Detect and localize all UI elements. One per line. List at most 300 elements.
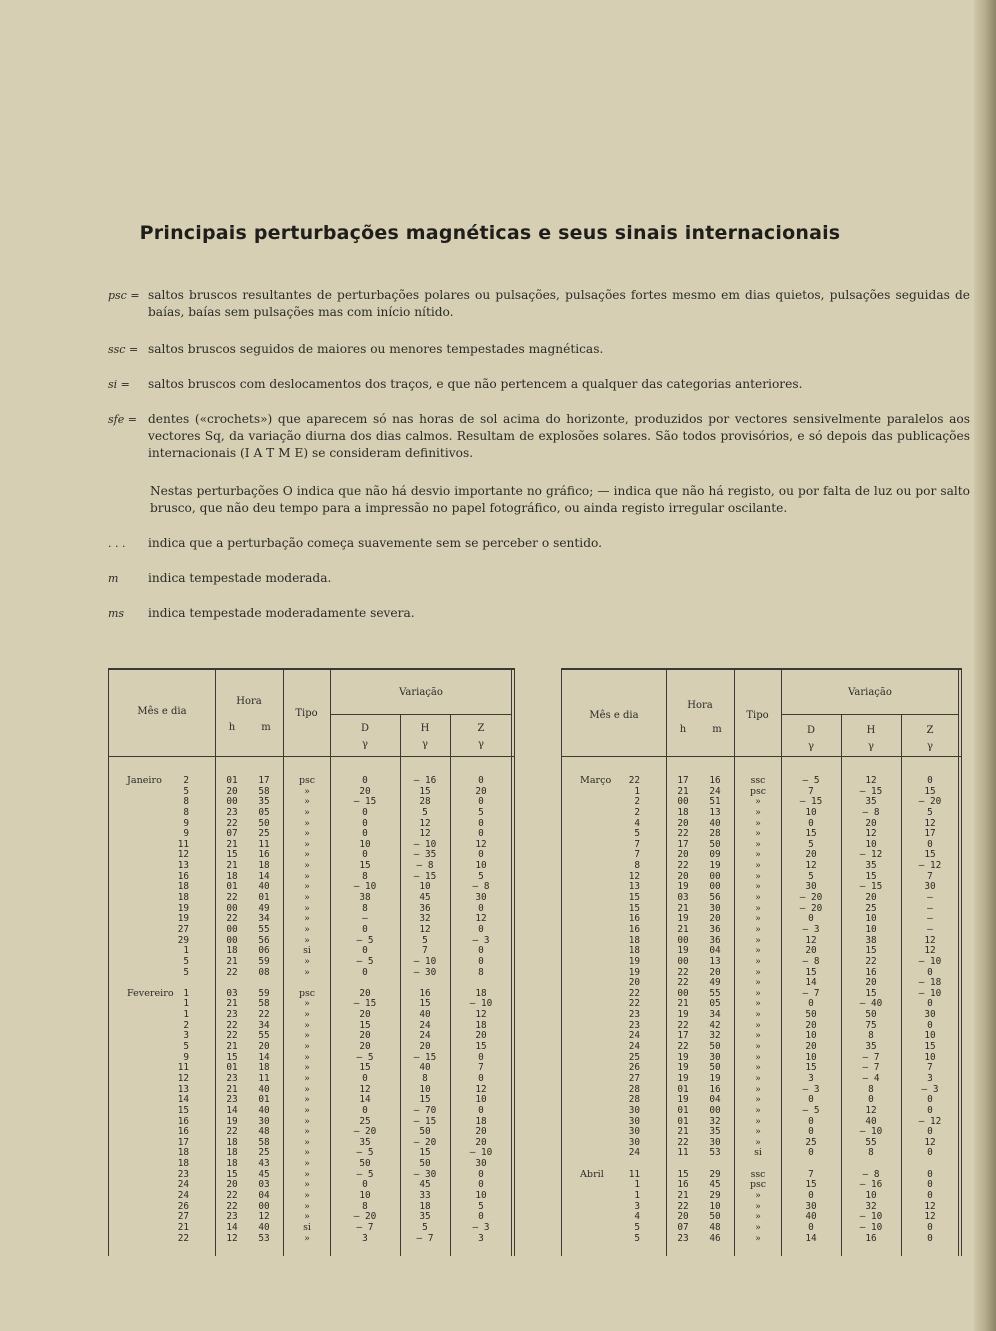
row-d: — 3: [802, 1083, 820, 1095]
row-type: »: [755, 1030, 761, 1042]
row-h: — 7: [416, 1232, 434, 1244]
row-hour: 00: [226, 923, 238, 935]
row-h: 16: [865, 966, 877, 978]
row-minute: 16: [709, 1083, 721, 1095]
row-z: 10: [475, 860, 487, 872]
row-minute: 24: [709, 785, 721, 797]
row-minute: 43: [258, 1158, 270, 1170]
row-hour: 12: [226, 1232, 238, 1244]
row-hour: 21: [226, 838, 238, 850]
row-minute: 58: [258, 998, 270, 1010]
table-row: [109, 1010, 515, 1021]
row-h: 35: [865, 796, 877, 808]
row-minute: 55: [258, 923, 270, 935]
row-h: — 15: [413, 1115, 437, 1127]
row-day: 18: [177, 881, 189, 893]
row-z: 0: [478, 796, 484, 808]
row-z: 12: [924, 945, 936, 957]
table-row: [562, 914, 962, 925]
row-type: »: [304, 828, 310, 840]
row-h: 8: [868, 1147, 874, 1159]
definition-ssc: [108, 341, 970, 358]
row-type: »: [304, 966, 310, 978]
row-z: 0: [478, 849, 484, 861]
row-type: psc: [749, 785, 767, 797]
table-row: [109, 1148, 515, 1159]
row-h: 20: [419, 1041, 431, 1053]
row-hour: 01: [226, 775, 238, 786]
row-minute: 30: [709, 902, 721, 914]
row-minute: 12: [258, 1211, 270, 1223]
row-minute: 00: [258, 1200, 270, 1212]
row-minute: 56: [709, 892, 721, 904]
row-d: 10: [359, 1189, 371, 1201]
row-minute: 16: [258, 849, 270, 861]
row-h: — 16: [859, 1179, 883, 1191]
header-unit-z: γ: [478, 739, 484, 750]
row-type: si: [303, 945, 311, 957]
row-hour: 01: [226, 881, 238, 893]
row-z: 0: [927, 1104, 933, 1116]
row-d: 15: [805, 828, 817, 840]
row-d: 0: [808, 1189, 814, 1201]
row-d: — 15: [353, 998, 377, 1010]
row-d: 10: [359, 838, 371, 850]
row-z: — 10: [469, 1147, 493, 1159]
table-row: [109, 1021, 515, 1032]
row-type: »: [755, 892, 761, 904]
row-d: — 5: [356, 1051, 374, 1063]
row-minute: 36: [709, 934, 721, 946]
row-h: — 8: [862, 1168, 880, 1180]
row-minute: 14: [258, 870, 270, 882]
row-d: 0: [808, 1147, 814, 1159]
definition-sfe: [108, 411, 970, 462]
row-day: 23: [628, 1019, 640, 1031]
row-z: 0: [478, 902, 484, 914]
row-h: — 15: [859, 785, 883, 797]
definition-psc: [108, 287, 970, 321]
row-day: 28: [628, 1083, 640, 1095]
row-minute: 50: [709, 838, 721, 850]
row-minute: 05: [258, 806, 270, 818]
row-minute: 58: [258, 785, 270, 797]
row-type: »: [304, 1094, 310, 1106]
row-minute: 50: [258, 817, 270, 829]
row-day: 1: [183, 998, 189, 1010]
row-z: — 10: [918, 987, 942, 999]
row-minute: 40: [258, 1104, 270, 1116]
row-hour: 19: [226, 1115, 238, 1127]
row-z: 5: [478, 1200, 484, 1212]
row-hour: 19: [677, 1072, 689, 1084]
row-day: 12: [177, 1072, 189, 1084]
row-type: »: [304, 1041, 310, 1053]
row-z: 20: [475, 1030, 487, 1042]
row-h: 15: [865, 945, 877, 957]
row-hour: 18: [226, 1147, 238, 1159]
row-type: »: [304, 860, 310, 872]
table-row: [109, 1234, 515, 1245]
row-z: 0: [927, 1232, 933, 1244]
row-z: 0: [927, 998, 933, 1010]
row-hour: 23: [677, 1232, 689, 1244]
row-d: 0: [362, 1072, 368, 1084]
row-d: 0: [362, 1179, 368, 1191]
row-z: 0: [927, 1189, 933, 1201]
row-month: Abril: [580, 1168, 604, 1180]
row-d: 30: [805, 881, 817, 893]
row-z: 10: [924, 1051, 936, 1063]
row-type: »: [304, 1062, 310, 1074]
row-h: 40: [419, 1009, 431, 1021]
header-hora: Hora: [687, 700, 713, 711]
row-d: 30: [805, 1200, 817, 1212]
row-hour: 18: [226, 945, 238, 957]
row-z: 0: [478, 1051, 484, 1063]
table-row: [109, 1063, 515, 1074]
row-h: — 15: [413, 1051, 437, 1063]
row-type: »: [755, 1051, 761, 1063]
row-z: 12: [924, 934, 936, 946]
row-type: »: [304, 1115, 310, 1127]
row-minute: 36: [709, 923, 721, 935]
row-hour: 23: [226, 1211, 238, 1223]
table-row: [109, 808, 515, 819]
table-row: [562, 978, 962, 989]
row-minute: 29: [709, 1168, 721, 1180]
row-h: 33: [419, 1189, 431, 1201]
header-unit-h: γ: [422, 739, 428, 750]
row-hour: 23: [226, 806, 238, 818]
row-d: 3: [362, 1232, 368, 1244]
table-row: [562, 999, 962, 1010]
row-d: 15: [805, 1179, 817, 1191]
row-minute: 30: [258, 1115, 270, 1127]
row-hour: 15: [226, 849, 238, 861]
table-row: [562, 850, 962, 861]
row-z: 0: [478, 817, 484, 829]
table-right-rows: [562, 776, 962, 1244]
row-minute: 00: [709, 870, 721, 882]
row-d: — 5: [802, 1104, 820, 1116]
row-type: ssc: [750, 775, 766, 786]
row-z: 0: [927, 775, 933, 786]
row-hour: 22: [677, 1136, 689, 1148]
row-day: 25: [628, 1051, 640, 1063]
row-z: 0: [927, 1126, 933, 1138]
row-type: »: [755, 1232, 761, 1244]
row-type: »: [304, 1211, 310, 1223]
table-row: [562, 925, 962, 936]
table-row: [562, 1138, 962, 1149]
legend-suave: [108, 535, 970, 552]
row-minute: 56: [258, 934, 270, 946]
row-day: 5: [634, 1232, 640, 1244]
table-row: [562, 840, 962, 851]
row-minute: 25: [258, 1147, 270, 1159]
row-minute: 50: [709, 1211, 721, 1223]
legend-code: ms: [108, 607, 125, 620]
row-minute: 48: [709, 1221, 721, 1233]
header-z: Z: [926, 725, 934, 736]
row-day: 5: [183, 1041, 189, 1053]
row-day: 9: [183, 828, 189, 840]
row-day: 5: [183, 785, 189, 797]
row-day: 9: [183, 817, 189, 829]
row-minute: 32: [709, 1030, 721, 1042]
row-minute: 08: [258, 966, 270, 978]
row-day: 18: [628, 934, 640, 946]
row-day: 5: [183, 966, 189, 978]
table-row: [562, 1117, 962, 1128]
row-minute: 55: [709, 987, 721, 999]
row-d: 0: [808, 1126, 814, 1138]
row-type: »: [755, 1041, 761, 1053]
row-z: 0: [478, 1211, 484, 1223]
table-row: [562, 1148, 962, 1159]
table-row: [109, 925, 515, 936]
table-row: [562, 946, 962, 957]
table-row: [562, 1223, 962, 1234]
row-hour: 19: [677, 945, 689, 957]
row-type: »: [755, 828, 761, 840]
row-day: 5: [183, 955, 189, 967]
row-z: 12: [475, 1009, 487, 1021]
row-h: — 8: [862, 806, 880, 818]
row-h: 10: [419, 1083, 431, 1095]
row-d: — 15: [799, 796, 823, 808]
row-minute: 04: [258, 1189, 270, 1201]
header-tipo: Tipo: [295, 708, 318, 719]
row-d: 20: [359, 1030, 371, 1042]
row-day: 2: [634, 796, 640, 808]
row-h: — 10: [859, 1221, 883, 1233]
row-z: 0: [927, 838, 933, 850]
row-type: »: [755, 934, 761, 946]
row-z: 7: [927, 870, 933, 882]
header-variacao: Variação: [399, 687, 443, 698]
row-type: »: [755, 1211, 761, 1223]
row-hour: 22: [226, 1019, 238, 1031]
row-h: 16: [865, 1232, 877, 1244]
table-row: [109, 872, 515, 883]
table-row: [562, 989, 962, 1000]
row-hour: 22: [677, 977, 689, 989]
row-h: — 8: [416, 860, 434, 872]
row-d: — 15: [353, 796, 377, 808]
row-minute: 58: [258, 1136, 270, 1148]
row-d: 15: [359, 1019, 371, 1031]
row-d: — 5: [356, 955, 374, 967]
table-row: [109, 989, 515, 1000]
table-row: [109, 840, 515, 851]
header-d: D: [360, 723, 370, 734]
table-row: [562, 787, 962, 798]
header-unit-z: γ: [927, 741, 933, 752]
row-minute: 01: [258, 1094, 270, 1106]
table-row: [109, 1180, 515, 1191]
row-h: — 12: [859, 849, 883, 861]
row-z: 7: [927, 1062, 933, 1074]
table-row: [109, 1138, 515, 1149]
row-hour: 22: [677, 860, 689, 872]
row-type: »: [304, 902, 310, 914]
row-type: »: [755, 860, 761, 872]
legend-text: indica tempestade moderadamente severa.: [148, 606, 415, 620]
row-type: »: [755, 796, 761, 808]
row-z: 0: [478, 828, 484, 840]
table-row: [109, 1127, 515, 1138]
row-z: 15: [924, 1041, 936, 1053]
row-minute: 00: [709, 881, 721, 893]
row-h: — 20: [413, 1136, 437, 1148]
row-z: 8: [478, 966, 484, 978]
row-hour: 19: [677, 913, 689, 925]
row-minute: 01: [258, 892, 270, 904]
row-d: 50: [805, 1009, 817, 1021]
table-row: [562, 1212, 962, 1223]
row-d: 25: [359, 1115, 371, 1127]
row-h: — 10: [859, 1211, 883, 1223]
table-row: [109, 946, 515, 957]
table-row: [109, 1191, 515, 1202]
row-hour: 22: [226, 1200, 238, 1212]
row-hour: 21: [677, 1189, 689, 1201]
row-type: »: [304, 1126, 310, 1138]
row-hour: 21: [677, 785, 689, 797]
row-d: 15: [805, 1062, 817, 1074]
table-right: [561, 668, 962, 1256]
row-hour: 03: [226, 987, 238, 999]
row-type: »: [755, 913, 761, 925]
row-hour: 22: [226, 913, 238, 925]
row-type: »: [304, 1189, 310, 1201]
table-row: [109, 819, 515, 830]
page-title: Principais perturbações magnéticas e seus sinais internacionais: [139, 222, 841, 244]
row-z: 5: [927, 806, 933, 818]
row-day: 16: [177, 1126, 189, 1138]
row-d: 10: [805, 806, 817, 818]
row-z: 0: [927, 1094, 933, 1106]
row-d: 10: [805, 1030, 817, 1042]
page-edge: [974, 0, 996, 1331]
header-h-comp: H: [866, 725, 876, 736]
row-type: »: [304, 1200, 310, 1212]
row-hour: 21: [677, 902, 689, 914]
row-z: 15: [475, 1041, 487, 1053]
row-d: — 5: [356, 1147, 374, 1159]
row-d: 25: [805, 1136, 817, 1148]
row-h: 7: [422, 945, 428, 957]
row-hour: 22: [226, 817, 238, 829]
row-day: 16: [177, 1115, 189, 1127]
row-type: »: [755, 881, 761, 893]
row-minute: 04: [709, 945, 721, 957]
row-hour: 15: [226, 1168, 238, 1180]
row-h: 18: [419, 1200, 431, 1212]
row-type: »: [304, 1147, 310, 1159]
row-d: 0: [362, 817, 368, 829]
row-day: 1: [634, 785, 640, 797]
header-z: Z: [477, 723, 485, 734]
table-row: [562, 1063, 962, 1074]
row-hour: 23: [226, 1072, 238, 1084]
row-h: 15: [419, 1094, 431, 1106]
table-row: [562, 1074, 962, 1085]
row-hour: 22: [226, 1030, 238, 1042]
row-h: 10: [419, 881, 431, 893]
row-h: 15: [419, 998, 431, 1010]
row-day: 8: [183, 796, 189, 808]
row-z: 18: [475, 1115, 487, 1127]
row-hour: 00: [677, 955, 689, 967]
row-type: »: [304, 998, 310, 1010]
table-row: [562, 1010, 962, 1021]
row-hour: 18: [677, 806, 689, 818]
table-row: [562, 882, 962, 893]
row-hour: 15: [226, 1051, 238, 1063]
row-z: 18: [475, 1019, 487, 1031]
table-row: [109, 776, 515, 787]
row-day: 13: [177, 860, 189, 872]
table-row: [562, 797, 962, 808]
row-z: 10: [475, 1094, 487, 1106]
header-mes-dia: Mês e dia: [589, 710, 639, 721]
row-type: »: [755, 1115, 761, 1127]
header-unit-h: γ: [868, 741, 874, 752]
row-type: »: [304, 923, 310, 935]
table-row: [562, 904, 962, 915]
table-row: [562, 1021, 962, 1032]
row-day: 2: [183, 1019, 189, 1031]
row-day: 8: [634, 860, 640, 872]
table-left: [108, 668, 515, 1256]
row-minute: 17: [258, 775, 270, 786]
row-minute: 30: [709, 1051, 721, 1063]
row-hour: 20: [677, 870, 689, 882]
row-type: »: [755, 1126, 761, 1138]
row-minute: 45: [709, 1179, 721, 1191]
row-z: 0: [927, 1019, 933, 1031]
row-hour: 18: [226, 1136, 238, 1148]
row-d: — 20: [799, 902, 823, 914]
row-z: 0: [478, 945, 484, 957]
row-hour: 21: [226, 1083, 238, 1095]
row-z: 12: [924, 1211, 936, 1223]
row-d: 0: [362, 966, 368, 978]
row-z: 7: [478, 1062, 484, 1074]
row-z: 10: [924, 1030, 936, 1042]
table-row: [109, 968, 515, 979]
row-d: 20: [359, 1009, 371, 1021]
table-row: [562, 1234, 962, 1245]
row-day: 8: [183, 806, 189, 818]
row-type: si: [303, 1221, 311, 1233]
row-day: 24: [628, 1041, 640, 1053]
row-type: »: [755, 902, 761, 914]
row-d: 50: [359, 1158, 371, 1170]
row-day: 18: [177, 892, 189, 904]
row-d: 20: [805, 849, 817, 861]
row-hour: 22: [677, 1200, 689, 1212]
row-z: 3: [927, 1072, 933, 1084]
table-row: [109, 1095, 515, 1106]
row-z: 12: [475, 1083, 487, 1095]
table-row: [109, 1053, 515, 1064]
table-row: [562, 1095, 962, 1106]
row-d: 0: [808, 998, 814, 1010]
